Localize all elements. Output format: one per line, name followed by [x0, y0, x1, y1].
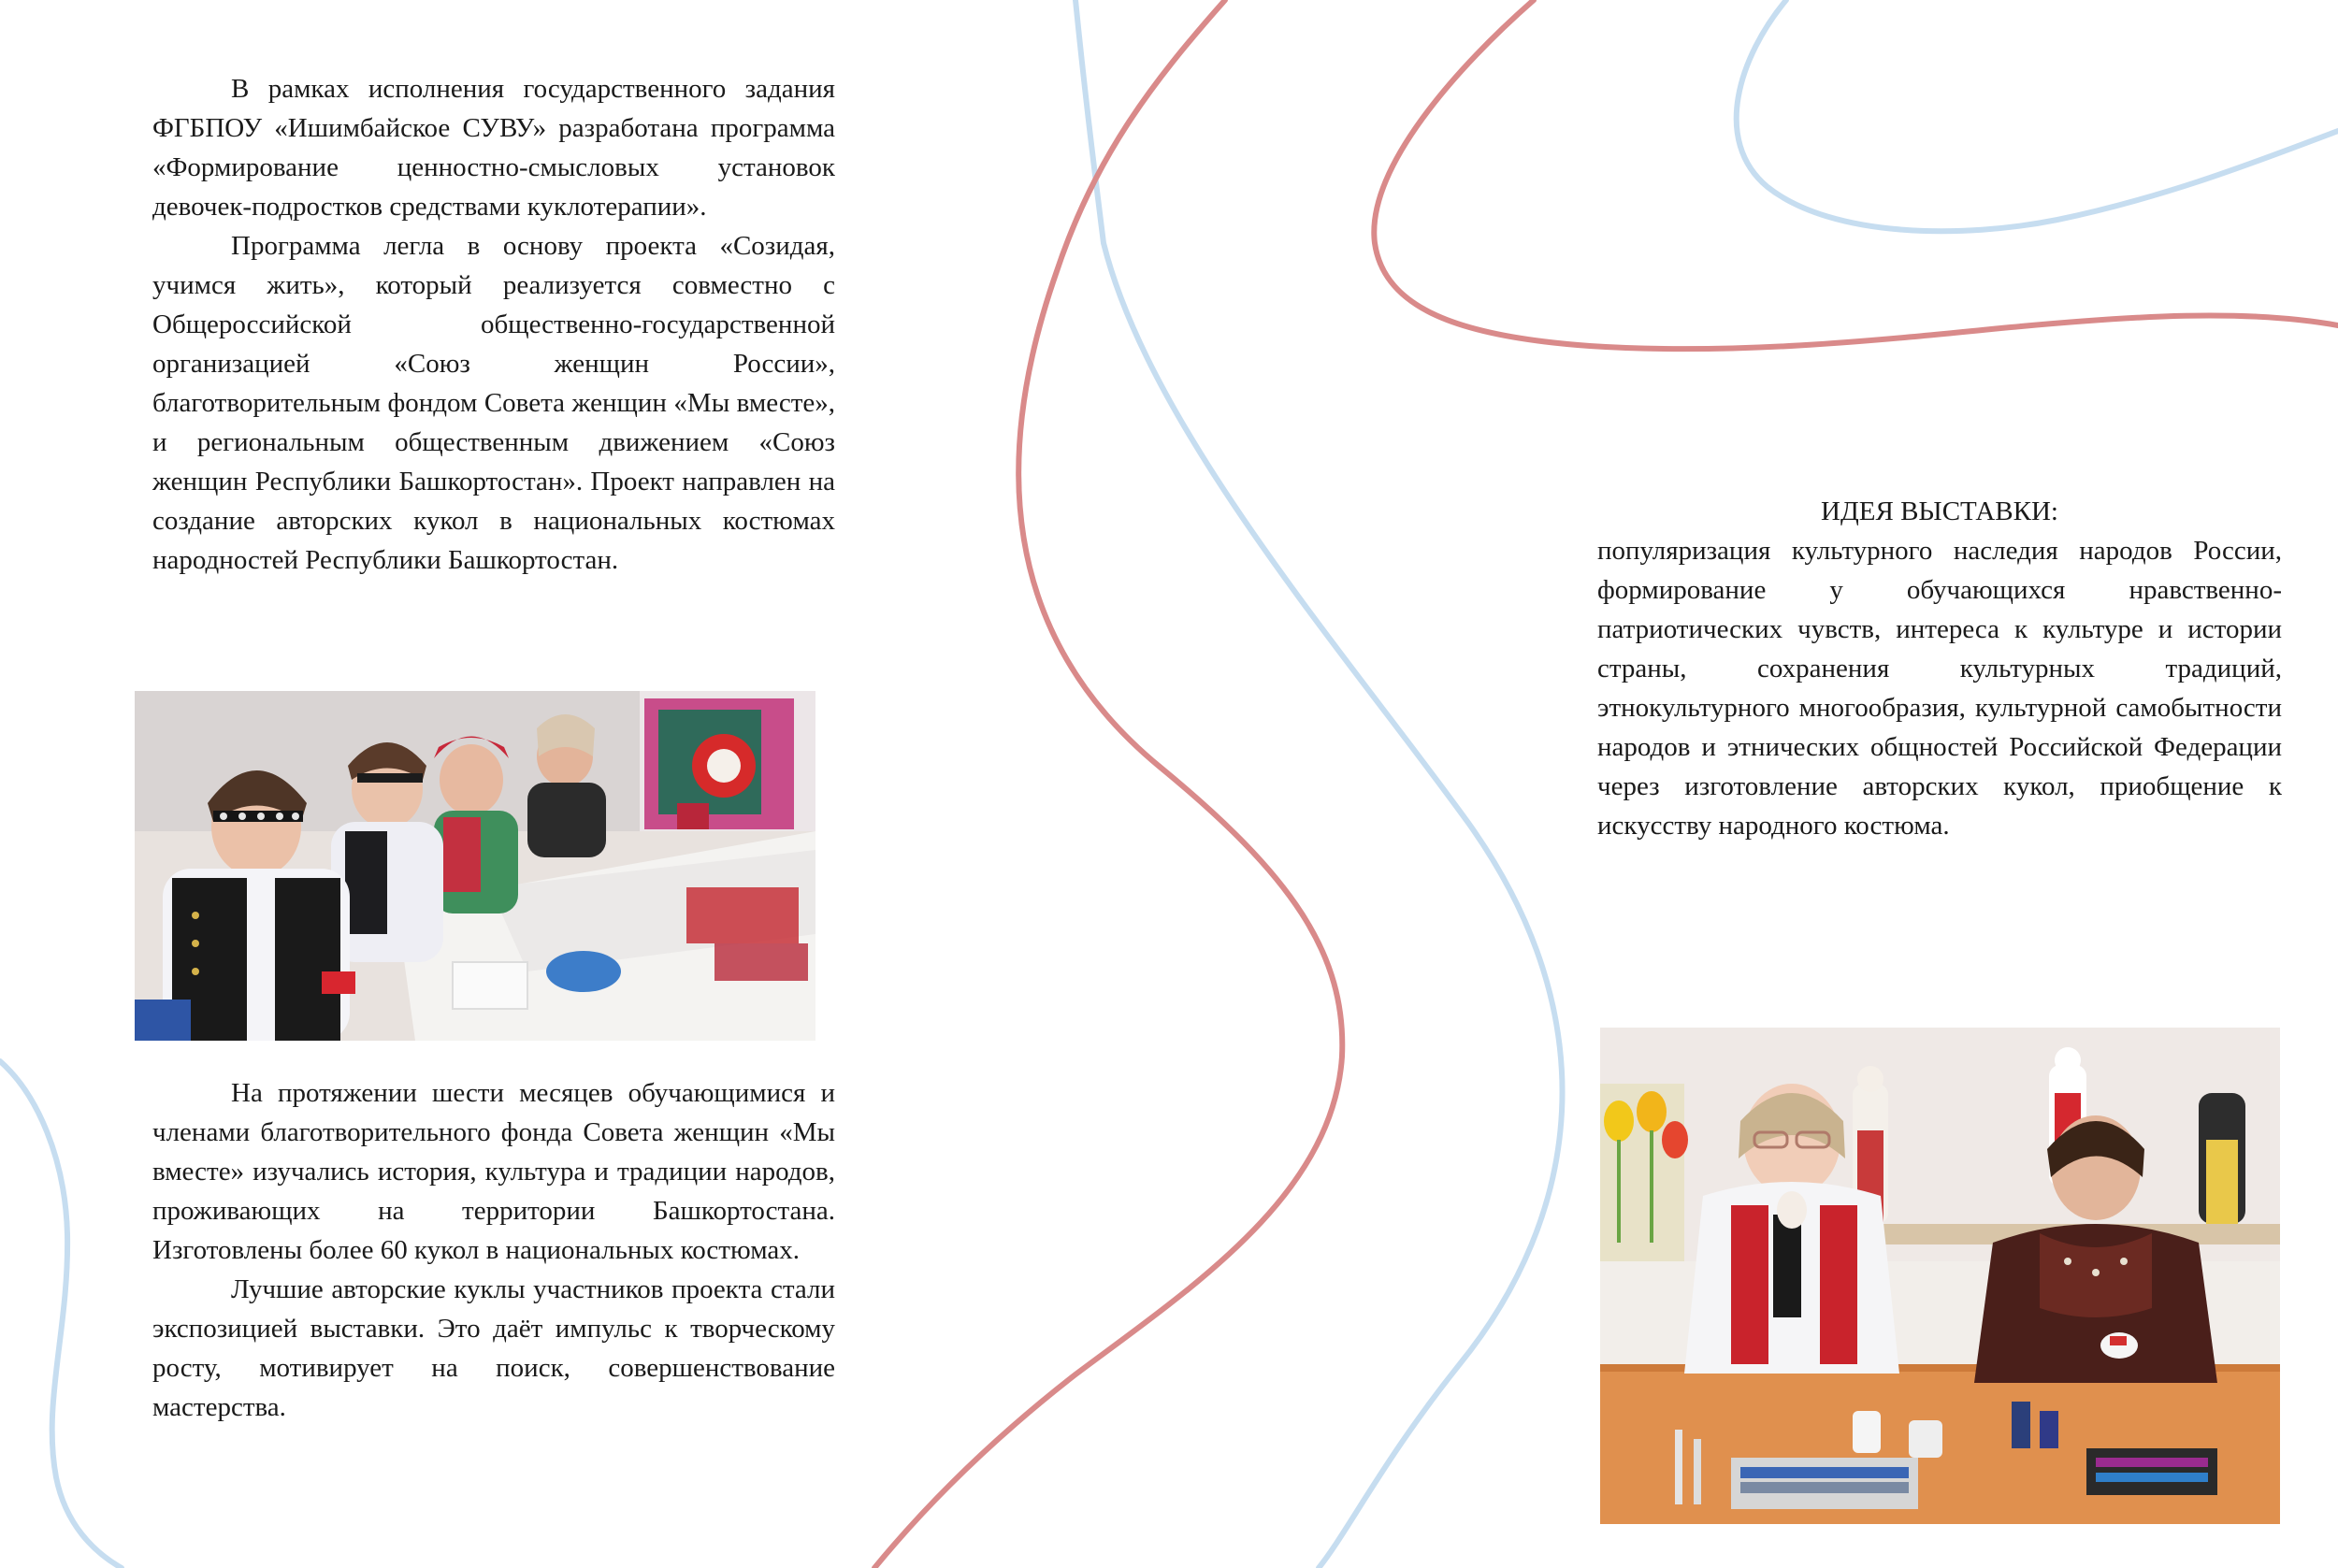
idea-heading: ИДЕЯ ВЫСТАВКИ:	[1821, 496, 2058, 526]
intro-paragraph-2: Программа легла в основу проекта «Созидая, учимся жить», который реализуется совместно с Общероссийской общественно-государственной организацией «Союз женщин России», благотворительным фондом Совета женщин «Мы вместе», и региональным общественным движением «Союз женщин Республики Башкортостан». Проект направлен на создание авторских кукол в национальных костюмах народностей Республики Башкортостан.	[152, 231, 835, 575]
blue-curve-left	[0, 1061, 122, 1568]
idea-paragraph: популяризация культурного наследия народов России, формирование у обучающихся нравственно-патриотических чувств, интереса к культуре и истории страны, сохранения культурных традиций, этнокультурного многообразия, культурной самобытности народов и этнических общностей Российской Федерации через изготовление авторских кукол, приобщение к искусству народного костюма.	[1597, 536, 2282, 841]
middle-text-block	[152, 1073, 835, 1427]
middle-paragraph-2: Лучшие авторские куклы участников проекта стали экспозицией выставки. Это даёт импульс к творческому росту, мотивирует на поиск, совершенствование мастерства.	[152, 1274, 835, 1422]
red-curve-top-right	[1374, 0, 2338, 349]
intro-text-block	[152, 69, 835, 580]
middle-paragraph-1: На протяжении шести месяцев обучающимися и членами благотворительного фонда Совета женщин «Мы вместе» изучались история, культура и традиции народов, проживающих на территории Башкортостана. Изготовлены более 60 кукол в национальных костюмах.	[152, 1078, 835, 1265]
blue-curve-main	[1075, 0, 1563, 1568]
photo-girls-sewing	[135, 691, 815, 1041]
intro-paragraph-1: В рамках исполнения государственного задания ФГБПОУ «Ишимбайское СУВУ» разработана программа «Формирование ценностно-смысловых установок девочек-подростков средствами куклотерапии».	[152, 74, 835, 222]
red-curve-main	[874, 0, 1342, 1568]
blue-curve-top-right	[1737, 0, 2338, 231]
idea-text-block	[1597, 492, 2282, 845]
photo-girls-painting	[1600, 1028, 2280, 1524]
